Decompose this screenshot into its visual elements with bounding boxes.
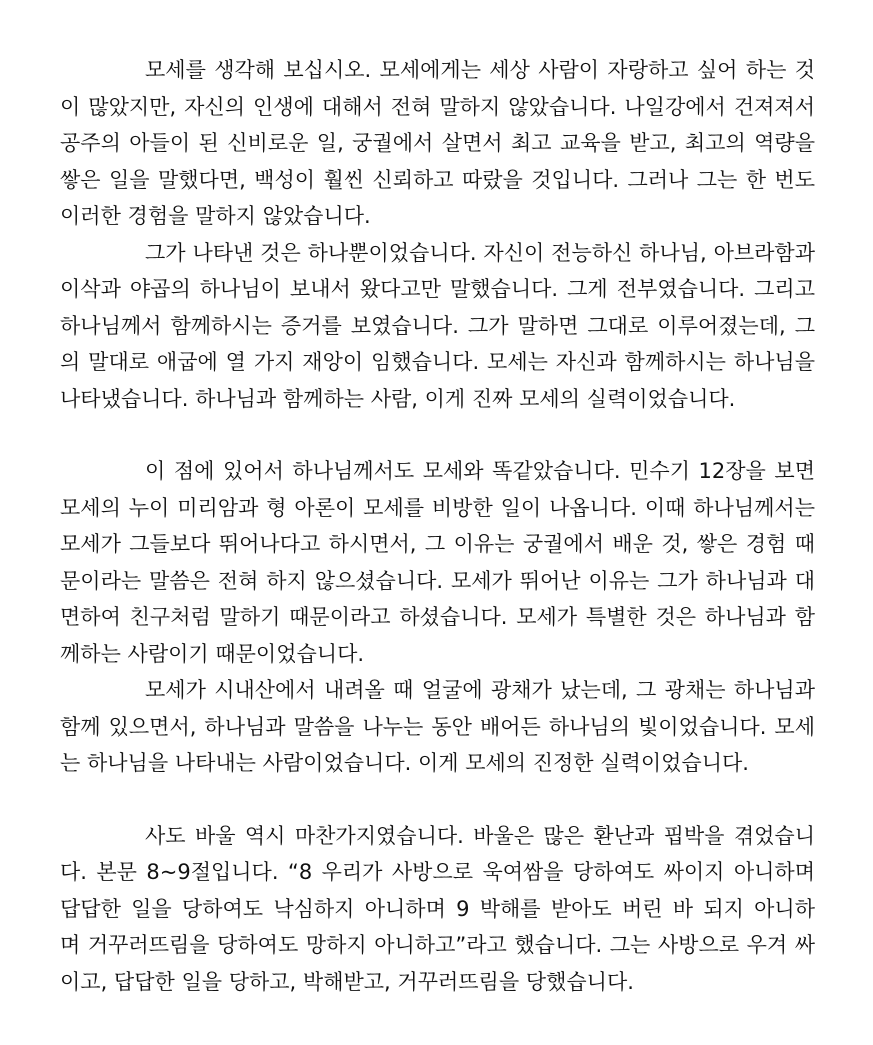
text-line: 함께 있으면서, 하나님과 말씀을 나누는 동안 배어든 하나님의 빛이었습니다. 모세: [60, 714, 815, 739]
paragraph-2: [60, 235, 815, 418]
text-line: 그가 나타낸 것은 하나뿐이었습니다. 자신이 전능하신 하나님, 아브라함과: [145, 240, 815, 265]
text-line: 며 거꾸러뜨림을 당하여도 망하지 아니하고”라고 했습니다. 그는 사방으로 우겨 싸: [60, 933, 815, 957]
paragraph-1: [60, 52, 815, 235]
text-line: 모세가 시내산에서 내려올 때 얼굴에 광채가 났는데, 그 광채는 하나님과: [145, 678, 815, 702]
text-line: 의 말대로 애굽에 열 가지 재앙이 임했습니다. 모세는 자신과 함께하시는 하나님을: [60, 350, 815, 374]
text-line: 하나님께서 함께하시는 증거를 보였습니다. 그가 말하면 그대로 이루어졌는데, 그: [60, 313, 815, 338]
text-line: 공주의 아들이 된 신비로운 일, 궁궐에서 살면서 최고 교육을 받고, 최고의 역량을: [60, 131, 815, 155]
text-line: 모세의 누이 미리암과 형 아론이 모세를 비방한 일이 나옵니다. 이때 하나님께서는: [60, 495, 815, 520]
text-line: 이고, 답답한 일을 당하고, 박해받고, 거꾸러뜨림을 당했습니다.: [60, 969, 634, 994]
paragraph-gap: [60, 417, 815, 453]
paragraph-3: [60, 453, 815, 672]
text-line: 이삭과 야곱의 하나님이 보내서 왔다고만 말했습니다. 그게 전부였습니다. 그리고: [60, 277, 815, 301]
text-line: 모세를 생각해 보십시오. 모세에게는 세상 사람이 자랑하고 싶어 하는 것: [145, 58, 815, 82]
text-line: 이 점에 있어서 하나님께서도 모세와 똑같았습니다. 민수기 12장을 보면: [145, 459, 815, 483]
text-line: 사도 바울 역시 마찬가지였습니다. 바울은 많은 환난과 핍박을 겪었습니: [145, 823, 815, 848]
text-line: 모세가 그들보다 뛰어나다고 하시면서, 그 이유는 궁궐에서 배운 것, 쌓은 경험 때: [60, 532, 815, 556]
text-line: 나타냈습니다. 하나님과 함께하는 사람, 이게 진짜 모세의 실력이었습니다.: [60, 386, 736, 411]
paragraph-5: [60, 818, 815, 1001]
text-line: 쌓은 일을 말했다면, 백성이 훨씬 신뢰하고 따랐을 것입니다. 그러나 그는 한 번도: [60, 167, 815, 192]
text-line: 다. 본문 8~9절입니다. “8 우리가 사방으로 욱여쌈을 당하여도 싸이지 아니하며: [60, 860, 815, 884]
text-line: 면하여 친구처럼 말하기 때문이라고 하셨습니다. 모세가 특별한 것은 하나님과 함: [60, 605, 815, 629]
text-line: 께하는 사람이기 때문이었습니다.: [60, 641, 365, 666]
text-line: 는 하나님을 나타내는 사람이었습니다. 이게 모세의 진정한 실력이었습니다.: [60, 751, 749, 775]
paragraph-gap: [60, 782, 815, 818]
text-line: 답답한 일을 당하여도 낙심하지 아니하며 9 박해를 받아도 버린 바 되지 아니하: [60, 896, 815, 921]
text-line: 이 많았지만, 자신의 인생에 대해서 전혀 말하지 않았습니다. 나일강에서 건져져서: [60, 94, 815, 119]
text-line: 문이라는 말씀은 전혀 하지 않으셨습니다. 모세가 뛰어난 이유는 그가 하나님과 대: [60, 568, 815, 593]
text-line: 이러한 경험을 말하지 않았습니다.: [60, 204, 371, 228]
paragraph-4: [60, 672, 815, 782]
